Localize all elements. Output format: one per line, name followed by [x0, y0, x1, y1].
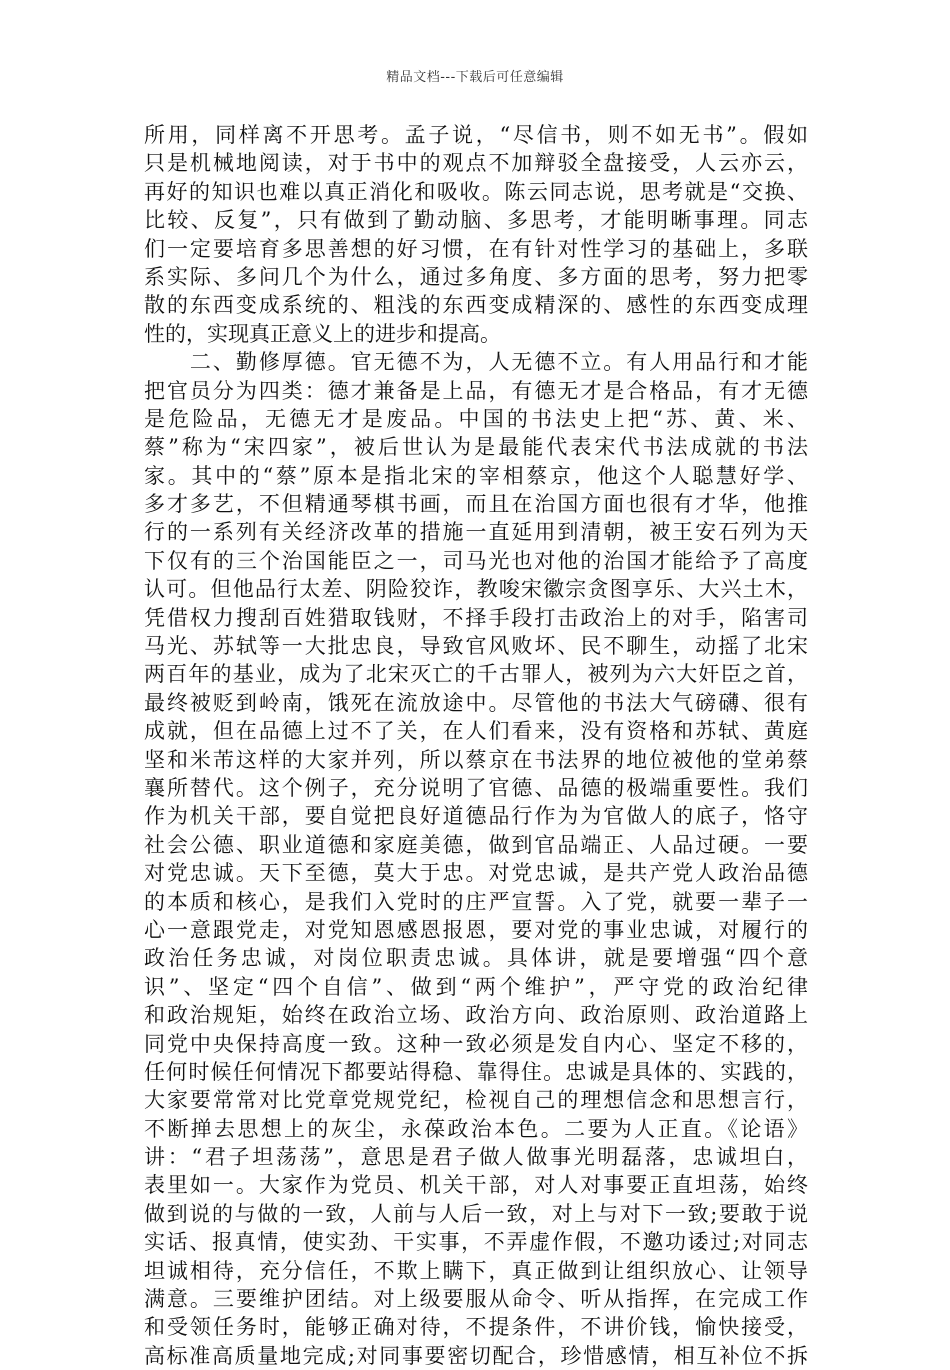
text-line: 是危险品，无德无才是废品。中国的书法史上把“苏、黄、米、 — [144, 406, 808, 431]
text-line: 二、勤修厚德。官无德不为，人无德不立。有人用品行和才能 — [144, 350, 808, 375]
text-line: 多才多艺，不但精通琴棋书画，而且在治国方面也很有才华，他推 — [144, 492, 808, 517]
text-line: 政治任务忠诚，对岗位职责忠诚。具体讲，就是要增强“四个意 — [144, 946, 808, 971]
text-line: 行的一系列有关经济改革的措施一直延用到清朝，被王安石列为天 — [144, 520, 808, 545]
text-line: 认可。但他品行太差、阴险狡诈，教唆宋徽宗贪图享乐、大兴土木， — [144, 577, 808, 602]
text-line: 对党忠诚。天下至德，莫大于忠。对党忠诚，是共产党人政治品德 — [144, 861, 808, 886]
text-line: 家。其中的“蔡”原本是指北宋的宰相蔡京，他这个人聪慧好学、 — [144, 463, 808, 488]
text-line: 任何时候任何情况下都要站得稳、靠得住。忠诚是具体的、实践的， — [144, 1059, 808, 1084]
text-line: 襄所替代。这个例子，充分说明了官德、品德的极端重要性。我们 — [144, 775, 808, 800]
text-line: 满意。三要维护团结。对上级要服从命令、听从指挥，在完成工作 — [144, 1287, 808, 1312]
text-line: 不断掸去思想上的灰尘，永葆政治本色。二要为人正直。《论语》 — [144, 1116, 808, 1141]
text-line: 所用，同样离不开思考。孟子说，“尽信书，则不如无书”。假如 — [144, 123, 808, 147]
text-line: 社会公德、职业道德和家庭美德，做到官品端正、人品过硬。一要 — [144, 832, 808, 857]
text-line: 系实际、多问几个为什么，通过多角度、多方面的思考，努力把零 — [144, 264, 808, 289]
text-line: 和受领任务时，能够正确对待，不提条件，不讲价钱，愉快接受， — [144, 1315, 808, 1340]
text-line: 同党中央保持高度一致。这种一致必须是发自内心、坚定不移的， — [144, 1031, 808, 1056]
document-body — [144, 121, 808, 1370]
text-line: 做到说的与做的一致，人前与人后一致，对上与对下一致;要敢于说 — [144, 1201, 808, 1226]
text-line: 和政治规矩，始终在政治立场、政治方向、政治原则、政治道路上 — [144, 1003, 808, 1028]
text-line: 两百年的基业，成为了北宋灭亡的千古罪人，被列为六大奸臣之首， — [144, 662, 808, 687]
text-line: 心一意跟党走，对党知恩感恩报恩，要对党的事业忠诚，对履行的 — [144, 917, 808, 942]
text-line: 坚和米芾这样的大家并列，所以蔡京在书法界的地位被他的堂弟蔡 — [144, 747, 808, 772]
text-line: 成就，但在品德上过不了关，在人们看来，没有资格和苏轼、黄庭 — [144, 719, 808, 744]
text-line: 们一定要培育多思善想的好习惯，在有针对性学习的基础上，多联 — [144, 236, 808, 261]
text-line: 凭借权力搜刮百姓猎取钱财，不择手段打击政治上的对手，陷害司 — [144, 605, 808, 630]
text-line: 大家要常常对比党章党规党纪，检视自己的理想信念和思想言行， — [144, 1088, 808, 1113]
text-line: 比较、反复”，只有做到了勤动脑、多思考，才能明晰事理。同志 — [144, 208, 808, 233]
text-line: 坦诚相待，充分信任，不欺上瞒下，真正做到让组织放心、让领导 — [144, 1258, 808, 1283]
text-line: 最终被贬到岭南，饿死在流放途中。尽管他的书法大气磅礴、很有 — [144, 690, 808, 715]
paragraph-end-line: 性的，实现真正意义上的进步和提高。 — [144, 321, 501, 346]
text-line: 再好的知识也难以真正消化和吸收。陈云同志说，思考就是“交换、 — [144, 179, 808, 204]
text-line: 的本质和核心，是我们入党时的庄严宣誓。入了党，就要一辈子一 — [144, 889, 808, 914]
text-line: 只是机械地阅读，对于书中的观点不加辩驳全盘接受，人云亦云， — [144, 151, 808, 176]
text-line: 表里如一。大家作为党员、机关干部，对人对事要正直坦荡，始终 — [144, 1173, 808, 1198]
text-line: 讲：“君子坦荡荡”，意思是君子做人做事光明磊落，忠诚坦白， — [144, 1145, 808, 1170]
text-line: 把官员分为四类：德才兼备是上品，有德无才是合格品，有才无德 — [144, 378, 808, 403]
text-line: 蔡”称为“宋四家”，被后世认为是最能代表宋代书法成就的书法 — [144, 435, 808, 460]
page-header: 精品文档---下载后可任意编辑 — [386, 70, 564, 85]
text-line: 高标准高质量地完成;对同事要密切配合，珍惜感情，相互补位不拆 — [144, 1343, 808, 1368]
text-line: 马光、苏轼等一大批忠良，导致官风败坏、民不聊生，动摇了北宋 — [144, 634, 808, 659]
text-line: 下仅有的三个治国能臣之一，司马光也对他的治国才能给予了高度 — [144, 548, 808, 573]
text-line: 识”、坚定“四个自信”、做到“两个维护”，严守党的政治纪律 — [144, 974, 808, 999]
text-line: 作为机关干部，要自觉把良好道德品行作为为官做人的底子，恪守 — [144, 804, 808, 829]
text-line: 实话、报真情，使实劲、干实事，不弄虚作假，不邀功诿过;对同志 — [144, 1230, 808, 1255]
text-line: 散的东西变成系统的、粗浅的东西变成精深的、感性的东西变成理 — [144, 293, 808, 318]
